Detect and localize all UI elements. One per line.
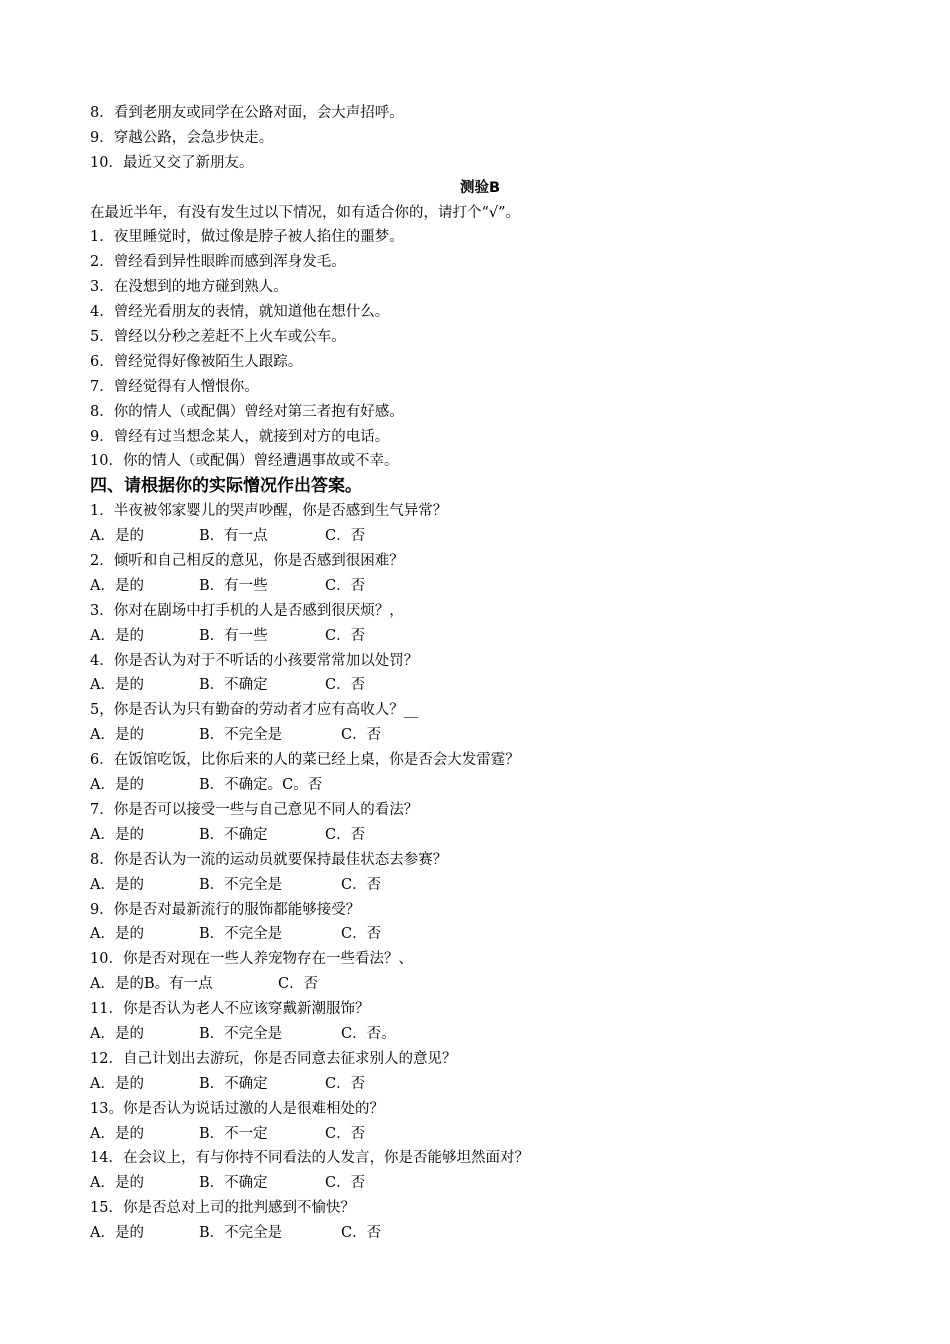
option-b[interactable]: B．有一些: [199, 577, 268, 594]
question-text: 2．倾听和自己相反的意见，你是否感到很困难？: [90, 553, 404, 570]
option-c[interactable]: C．否。: [341, 1025, 396, 1042]
option-c[interactable]: C．否: [325, 577, 366, 594]
option-b[interactable]: B．不确定: [199, 826, 268, 843]
question-text: 10．你是否对现在一些人养宠物存在一些看法？、: [90, 951, 413, 968]
answer-options: [90, 823, 870, 848]
option-c[interactable]: C．否: [278, 976, 319, 993]
option-a[interactable]: A．是的B。有一点: [90, 976, 213, 993]
option-a[interactable]: A．是的: [90, 627, 144, 644]
option-a[interactable]: A．是的: [90, 727, 144, 744]
list-item: 4．曾经光看朋友的表情，就知道他在想什么。: [90, 304, 390, 321]
option-a[interactable]: A．是的: [90, 1125, 144, 1142]
option-c[interactable]: C．否: [341, 926, 382, 943]
option-b[interactable]: B．不完全是: [199, 1025, 283, 1042]
answer-options: [90, 1122, 870, 1147]
question-text: 6．在饭馆吃饭，比你后来的人的菜已经上桌，你是否会大发雷霆？: [90, 752, 520, 769]
option-c[interactable]: C．否: [325, 1125, 366, 1142]
answer-options: [90, 574, 870, 599]
option-c[interactable]: C．否: [325, 677, 366, 694]
option-a[interactable]: A．是的: [90, 1025, 144, 1042]
question-text: 11．你是否认为老人不应该穿戴新潮服饰？: [90, 1001, 370, 1018]
test-b-title: 测验B: [459, 179, 501, 196]
option-a[interactable]: A．是的: [90, 677, 144, 694]
option-a[interactable]: A．是的: [90, 876, 144, 893]
option-c[interactable]: C．否: [341, 1225, 382, 1242]
list-item: 5．曾经以分秒之差赶不上火车或公车。: [90, 329, 346, 346]
question-text: 14．在会议上，有与你持不同看法的人发言，你是否能够坦然面对？: [90, 1150, 529, 1167]
option-b[interactable]: B．有一点: [199, 528, 268, 545]
section-heading: 四、请根据你的实际憎况作出答案。: [90, 476, 362, 497]
option-c[interactable]: C．否: [325, 528, 366, 545]
option-a[interactable]: A．是的: [90, 826, 144, 843]
question-list: [90, 499, 870, 1246]
list-item: 7．曾经觉得有人憎恨你。: [90, 378, 259, 395]
question-text: 1．半夜被邻家婴儿的哭声吵醒，你是否感到生气异常？: [90, 503, 448, 520]
option-a[interactable]: A．是的: [90, 926, 144, 943]
option-a[interactable]: A．是的: [90, 777, 144, 794]
answer-options: [90, 773, 870, 798]
option-b[interactable]: B．不完全是: [199, 1225, 283, 1242]
test-b-section: [90, 176, 870, 475]
answer-options: [90, 1171, 870, 1196]
option-b[interactable]: B．不完全是: [199, 876, 283, 893]
list-item: 10．你的情人（或配偶）曾经遭遇事故或不幸。: [90, 453, 399, 470]
list-item: 1．夜里睡觉时，做过像是脖子被人掐住的噩梦。: [90, 229, 404, 246]
option-b[interactable]: B．不确定: [199, 677, 268, 694]
answer-options: [90, 673, 870, 698]
answer-options: [90, 922, 870, 947]
list-item: 3．在没想到的地方碰到熟人。: [90, 279, 288, 296]
answer-options: [90, 1022, 870, 1047]
test-b-intro: 在最近半年，有没有发生过以下情况，如有适合你的，请打个“√”。: [90, 204, 521, 221]
option-c[interactable]: C．否: [341, 727, 382, 744]
answer-options: [90, 624, 870, 649]
question-text: 7．你是否可以接受一些与自己意见不同人的看法？: [90, 801, 419, 818]
question-text: 4．你是否认为对于不听话的小孩要常常加以处罚？: [90, 652, 419, 669]
list-item: 6．曾经觉得好像被陌生人跟踪。: [90, 353, 303, 370]
option-a[interactable]: A．是的: [90, 528, 144, 545]
answer-options: [90, 723, 870, 748]
option-a[interactable]: A．是的: [90, 1225, 144, 1242]
option-c[interactable]: C．否: [325, 826, 366, 843]
option-c[interactable]: C．否: [325, 1075, 366, 1092]
option-c[interactable]: C．否: [325, 627, 366, 644]
option-c[interactable]: C．否: [325, 1175, 366, 1192]
test-a-tail: [90, 101, 870, 176]
question-text: 9．你是否对最新流行的服饰都能够接受？: [90, 901, 361, 918]
option-b[interactable]: B．不完全是: [199, 926, 283, 943]
option-b[interactable]: B．不一定: [199, 1125, 268, 1142]
document-page: [90, 101, 870, 1246]
question-text: 3．你对在剧场中打手机的人是否感到很厌烦？，: [90, 602, 404, 619]
list-item: 2．曾经看到异性眼眸而感到浑身发毛。: [90, 254, 346, 271]
list-item: 9．曾经有过当想念某人，就接到对方的电话。: [90, 428, 390, 445]
option-a[interactable]: A．是的: [90, 1075, 144, 1092]
list-item: 8．看到老朋友或同学在公路对面，会大声招呼。: [90, 105, 404, 121]
list-item: 8．你的情人（或配偶）曾经对第三者抱有好感。: [90, 403, 404, 420]
option-b[interactable]: B．不完全是: [199, 727, 283, 744]
option-b[interactable]: B．不确定。C。否: [199, 777, 323, 794]
option-a[interactable]: A．是的: [90, 577, 144, 594]
option-b[interactable]: B．不确定: [199, 1075, 268, 1092]
question-text: 15．你是否总对上司的批判感到不愉快？: [90, 1200, 355, 1217]
answer-options: [90, 524, 870, 549]
question-text: 13。你是否认为说话过激的人是很难相处的？: [90, 1100, 384, 1117]
option-b[interactable]: B．不确定: [199, 1175, 268, 1192]
question-text: 12．自己计划出去游玩，你是否同意去征求别人的意见？: [90, 1050, 457, 1067]
list-item: 9．穿越公路，会急步快走。: [90, 129, 274, 146]
answer-options: [90, 972, 870, 997]
question-text: 5，你是否认为只有勤奋的劳动者才应有高收人？__: [90, 702, 419, 719]
question-text: 8．你是否认为一流的运动员就要保持最佳状态去参赛？: [90, 851, 448, 868]
answer-options: [90, 1221, 870, 1246]
section-four: [90, 474, 870, 1246]
option-a[interactable]: A．是的: [90, 1175, 144, 1192]
option-c[interactable]: C．否: [341, 876, 382, 893]
answer-options: [90, 1072, 870, 1097]
answer-options: [90, 873, 870, 898]
list-item: 10．最近又交了新朋友。: [90, 154, 254, 171]
option-b[interactable]: B．有一些: [199, 627, 268, 644]
